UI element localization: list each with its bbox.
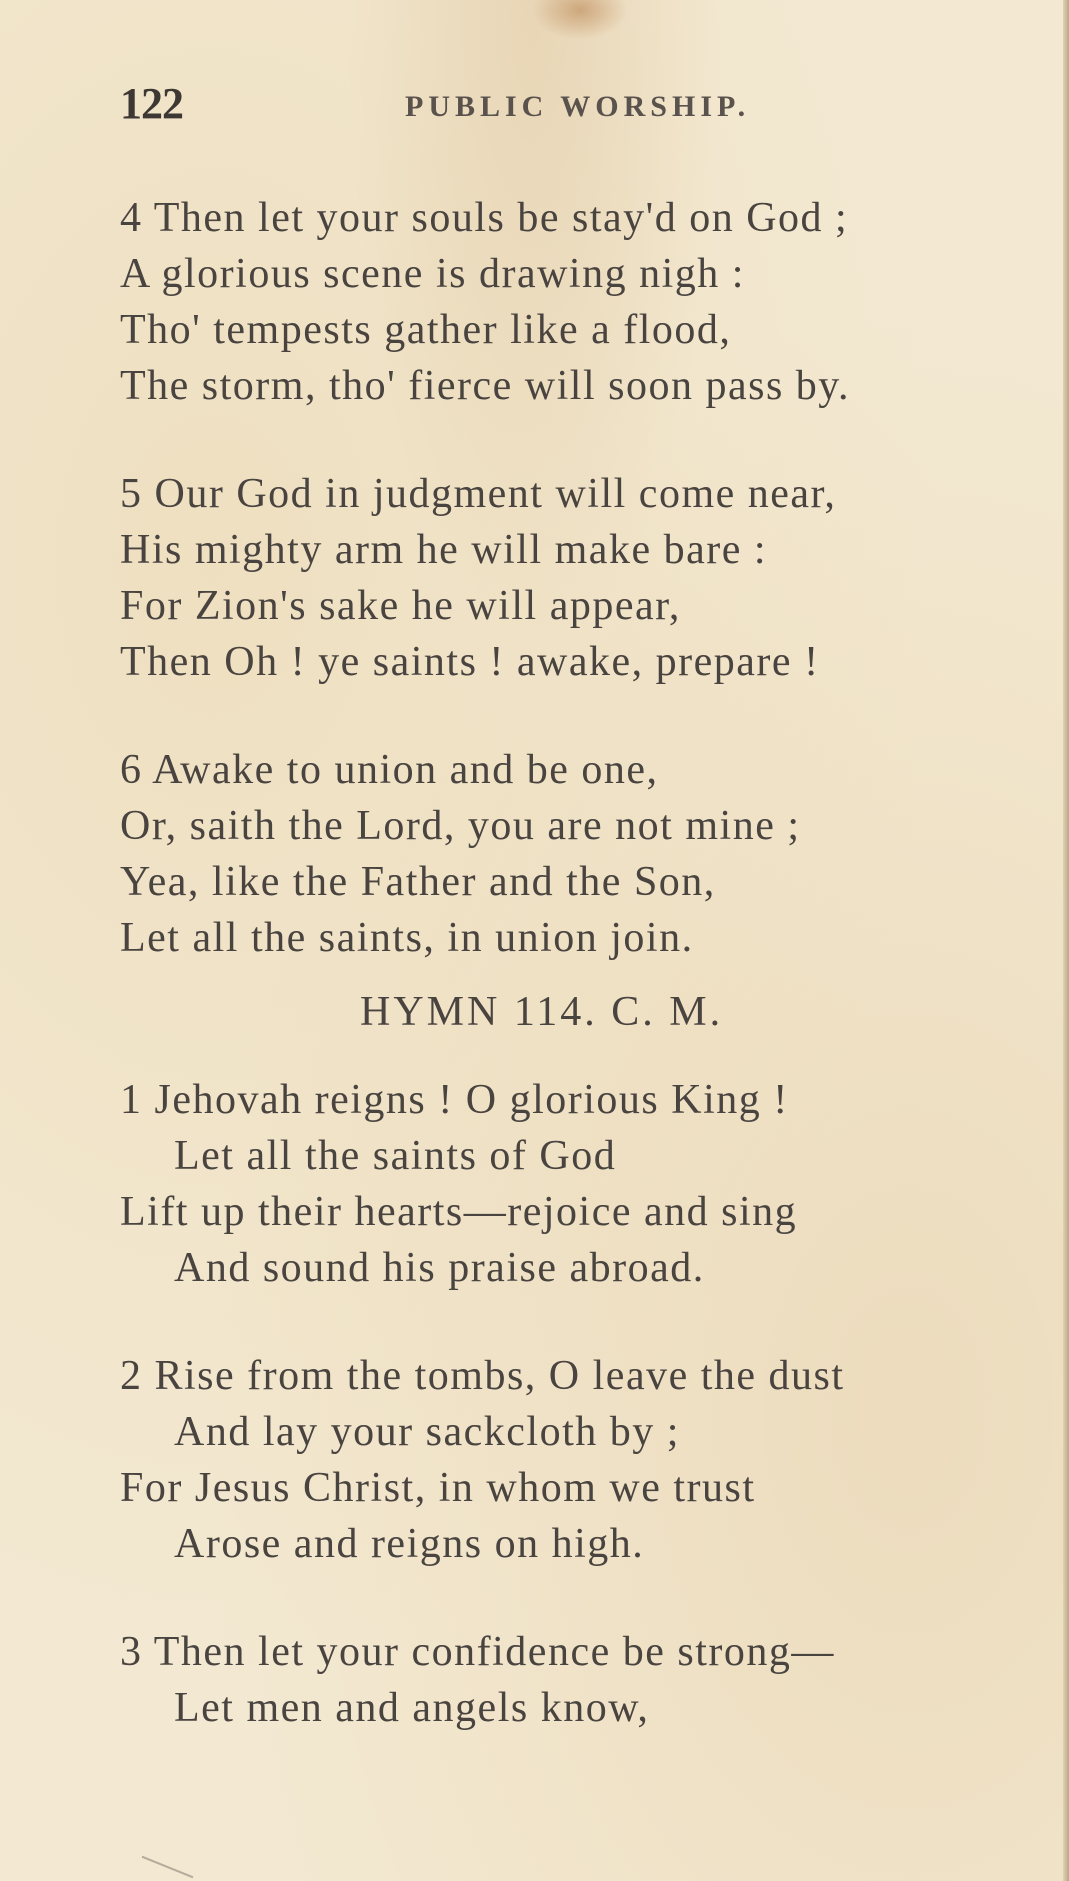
verse-line: 6 Awake to union and be one, [120, 747, 659, 793]
verse-line: Tho' tempests gather like a flood, [120, 307, 732, 353]
verse-line: For Zion's sake he will appear, [120, 583, 681, 629]
verse-line: Then Oh ! ye saints ! awake, prepare ! [120, 639, 820, 685]
page-header [120, 78, 1020, 128]
verse-line: For Jesus Christ, in whom we trust [120, 1465, 756, 1511]
running-head: PUBLIC WORSHIP. [405, 90, 751, 123]
hymn-title: HYMN 114. C. M. [360, 989, 724, 1035]
stanza-gap [120, 414, 1060, 466]
stanza-gap [120, 690, 1060, 742]
verse-line: Let all the saints, in union join. [120, 915, 694, 961]
verse-line: Arose and reigns on high. [174, 1521, 645, 1567]
verse-line: And lay your sackcloth by ; [174, 1409, 680, 1455]
paper-stain [532, 0, 628, 40]
verse-line: 2 Rise from the tombs, O leave the dust [120, 1353, 845, 1399]
verse-line: A glorious scene is drawing nigh : [120, 251, 745, 297]
verse-line: And sound his praise abroad. [174, 1245, 705, 1291]
verse-line: Or, saith the Lord, you are not mine ; [120, 803, 801, 849]
verse-line: 5 Our God in judgment will come near, [120, 471, 837, 517]
page-text [120, 190, 1060, 1736]
verse-line: Lift up their hearts—rejoice and sing [120, 1189, 798, 1235]
page-edge [1063, 0, 1069, 1881]
verse-line: 4 Then let your souls be stay'd on God ; [120, 195, 849, 241]
verse-line: The storm, tho' fierce will soon pass by. [120, 363, 851, 409]
stanza-gap [120, 1296, 1060, 1348]
stanza-gap [120, 1572, 1060, 1624]
hymn-stanza-1 [120, 1072, 1060, 1296]
stanza-5 [120, 466, 1060, 690]
verse-line: 3 Then let your confidence be strong— [120, 1629, 835, 1675]
verse-line: Yea, like the Father and the Son, [120, 859, 716, 905]
stanza-6 [120, 742, 1060, 966]
stanza-4 [120, 190, 1060, 414]
verse-line: 1 Jehovah reigns ! O glorious King ! [120, 1077, 789, 1123]
pencil-mark [142, 1856, 194, 1878]
verse-line: Let men and angels know, [174, 1685, 650, 1731]
verse-line: His mighty arm he will make bare : [120, 527, 768, 573]
verse-line: Let all the saints of God [174, 1133, 617, 1179]
hymn-stanza-3 [120, 1624, 1060, 1736]
page-number: 122 [120, 79, 183, 128]
hymn-stanza-2 [120, 1348, 1060, 1572]
